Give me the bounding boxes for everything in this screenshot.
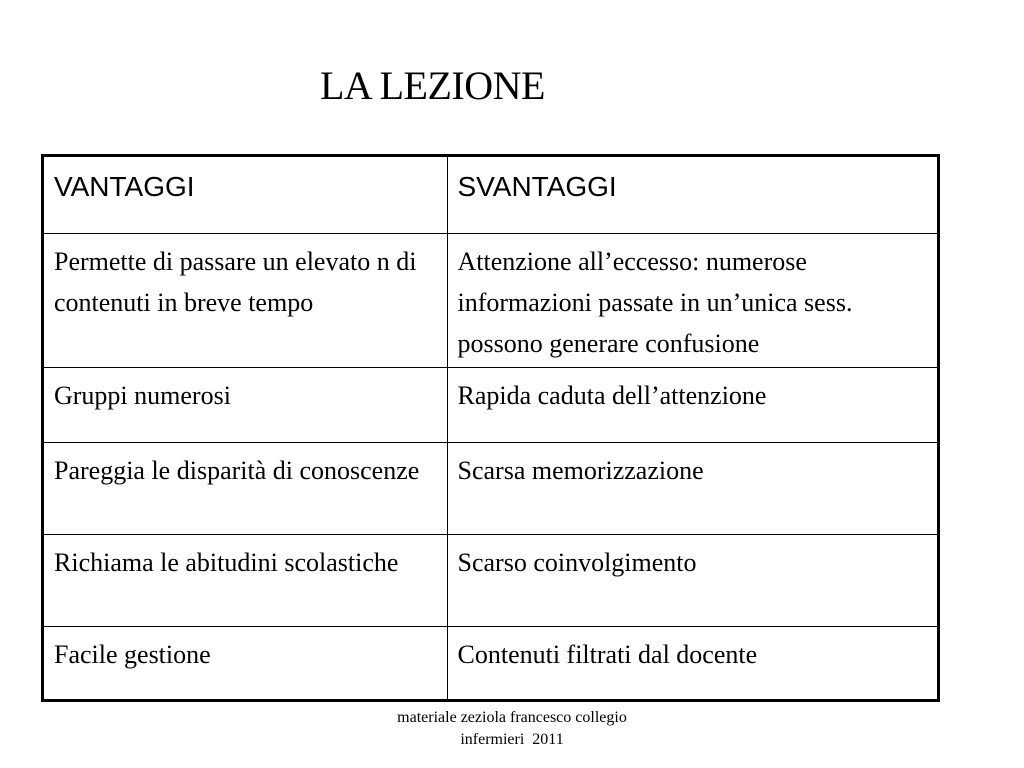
slide-footer (352, 707, 672, 751)
svantaggio-cell: Scarso coinvolgimento (447, 534, 937, 626)
svantaggio-cell: Attenzione all’eccesso: numerose informazioni passate in un’unica sess. possono generare confusione (447, 233, 937, 367)
svantaggio-cell: Scarsa memorizzazione (447, 442, 937, 534)
table-row (44, 233, 937, 367)
table-header-row (44, 157, 937, 233)
comparison-table (44, 157, 937, 699)
footer-line-1: materiale zeziola francesco collegio (397, 709, 627, 726)
table-row (44, 367, 937, 442)
footer-line-2: infermieri 2011 (460, 731, 564, 748)
svantaggio-cell: Contenuti filtrati dal docente (447, 626, 937, 699)
header-svantaggi: SVANTAGGI (447, 157, 937, 233)
vantaggio-cell: Facile gestione (44, 626, 447, 699)
comparison-table-frame (41, 154, 940, 702)
vantaggio-cell: Richiama le abitudini scolastiche (44, 534, 447, 626)
vantaggio-cell: Pareggia le disparità di conoscenze (44, 442, 447, 534)
table-row (44, 442, 937, 534)
vantaggio-cell: Permette di passare un elevato n di contenuti in breve tempo (44, 233, 447, 367)
table-row (44, 626, 937, 699)
slide-title-text: LA LEZIONE (320, 63, 545, 108)
table-row (44, 534, 937, 626)
header-vantaggi: VANTAGGI (44, 157, 447, 233)
svantaggio-cell: Rapida caduta dell’attenzione (447, 367, 937, 442)
vantaggio-cell: Gruppi numerosi (44, 367, 447, 442)
